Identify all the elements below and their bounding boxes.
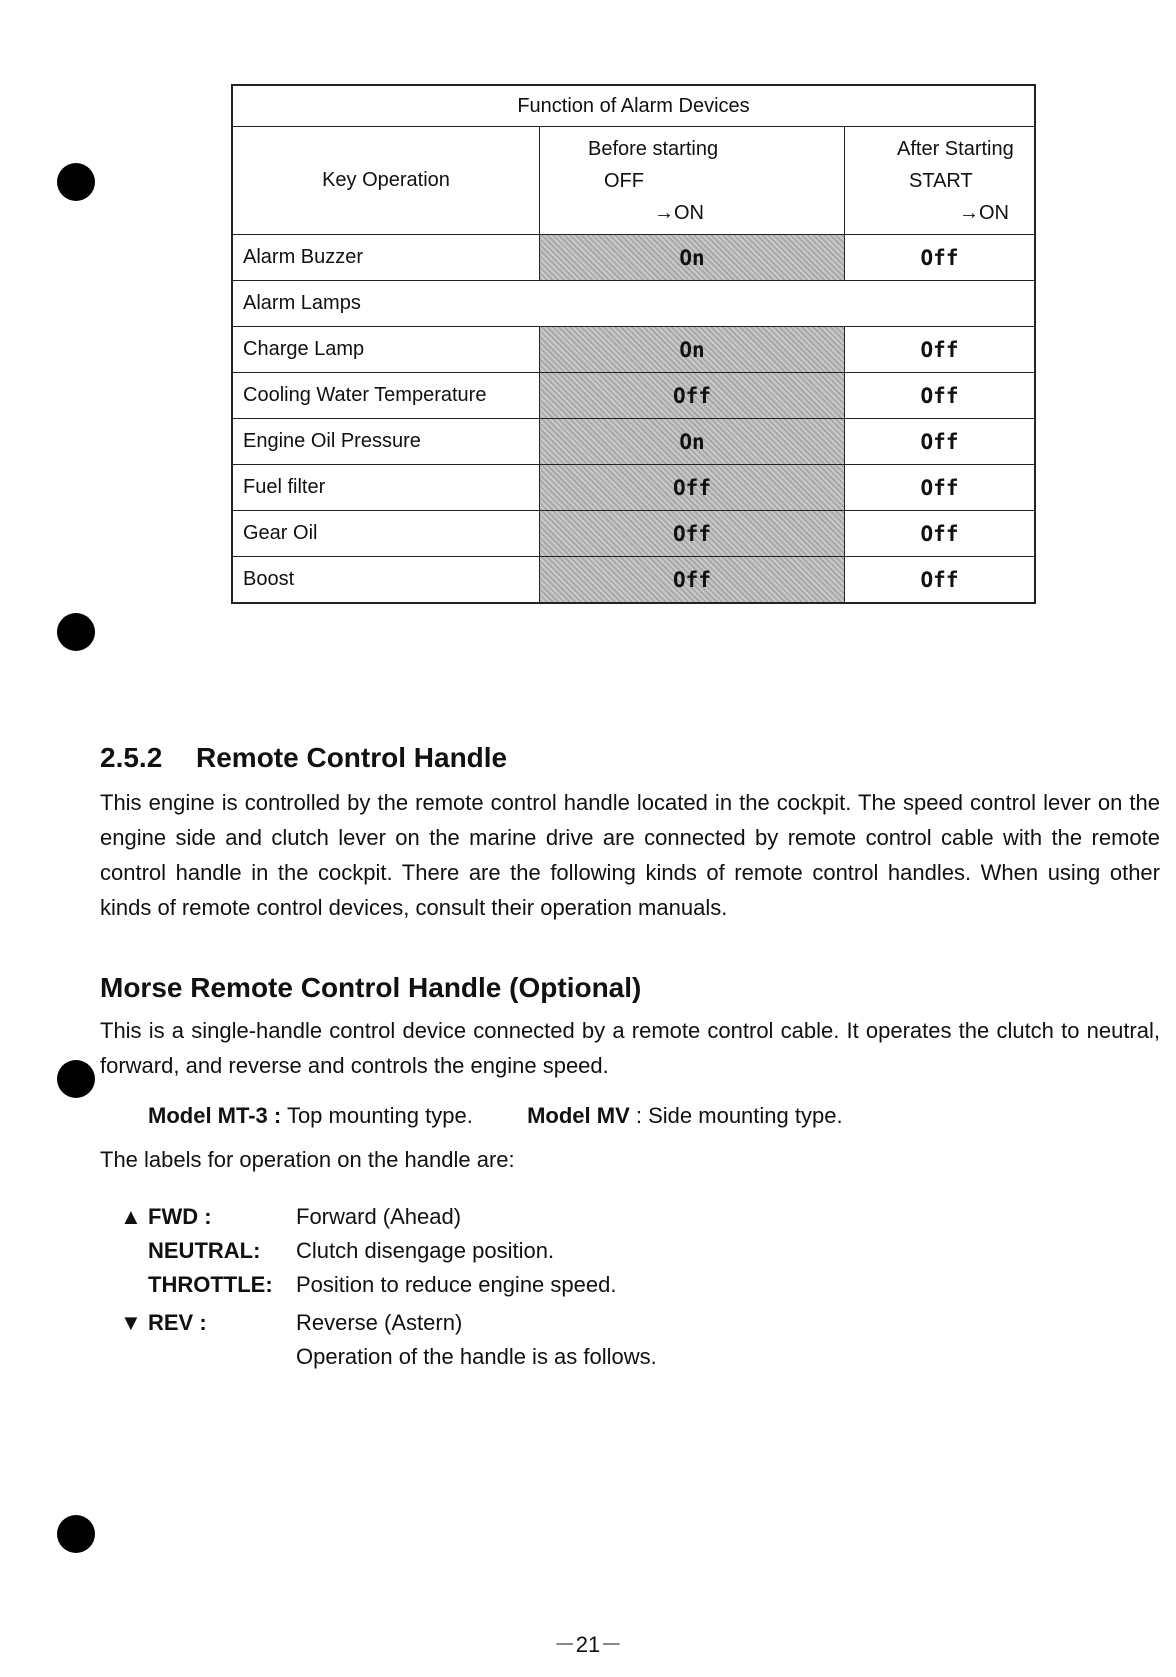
section-heading [100, 742, 507, 774]
row-before-value: On [540, 419, 845, 465]
op-key [120, 1340, 296, 1374]
header-after-line3: →ON [959, 201, 1009, 224]
row-label: Cooling Water Temperature [232, 373, 540, 419]
model-line [148, 1103, 843, 1129]
row-after-value: Off [845, 465, 1036, 511]
row-after-value: Off [845, 235, 1036, 281]
model2-desc: : Side mounting type. [635, 1103, 843, 1128]
row-before-value: Off [540, 465, 845, 511]
op-desc: Reverse (Astern) [296, 1310, 463, 1335]
row-label: Fuel filter [232, 465, 540, 511]
table-row [232, 557, 1035, 604]
table-row [232, 511, 1035, 557]
op-key-text: FWD : [148, 1204, 212, 1229]
model1-desc: Top mounting type. [286, 1103, 473, 1128]
row-before-value: Off [540, 557, 845, 604]
row-before-value: On [540, 327, 845, 373]
op-key-text: NEUTRAL: [148, 1238, 261, 1263]
op-desc: Forward (Ahead) [296, 1204, 462, 1229]
table-row [232, 465, 1035, 511]
section-body: This engine is controlled by the remote control handle located in the cockpit. The speed control lever on the engine side and clutch lever on the marine drive are connected by remote control cable with the remote control handle in the cockpit. There are the following kinds of remote control handles. When using other kinds of remote control devices, consult their operation manuals. [100, 790, 1160, 920]
model1-label: Model MT-3 : [148, 1103, 282, 1128]
header-before-starting [540, 127, 845, 235]
table-caption: Function of Alarm Devices [232, 85, 1035, 127]
op-key [120, 1306, 296, 1340]
section-title: Remote Control Handle [196, 742, 508, 773]
header-after-line2: START [909, 169, 973, 192]
triangle-down-icon: ▼ [120, 1310, 142, 1335]
op-key [120, 1268, 296, 1302]
section-number: 2.5.2 [100, 742, 163, 773]
op-desc: Clutch disengage position. [296, 1238, 555, 1263]
header-after-line1: After Starting [897, 137, 1014, 160]
alarm-devices-table [231, 84, 1036, 604]
header-key-operation: Key Operation [232, 127, 540, 235]
op-key-text: THROTTLE: [148, 1272, 273, 1297]
page-number: －21－ [553, 1632, 623, 1657]
row-before-value: Off [540, 511, 845, 557]
row-label: Charge Lamp [232, 327, 540, 373]
punch-hole-2 [57, 613, 95, 651]
punch-hole-3 [57, 1060, 95, 1098]
op-desc: Operation of the handle is as follows. [296, 1344, 657, 1369]
row-after-value: Off [845, 373, 1036, 419]
op-key [120, 1200, 296, 1234]
punch-hole-4 [57, 1515, 95, 1553]
row-before-value: On [540, 235, 845, 281]
row-label: Engine Oil Pressure [232, 419, 540, 465]
header-before-line3: →ON [654, 201, 704, 224]
table-row-group [232, 281, 1035, 327]
row-group-label: Alarm Lamps [232, 281, 1035, 327]
subsection-body: This is a single-handle control device connected by a remote control cable. It operates the clutch to neutral, forward, and reverse and controls the engine speed. [100, 1018, 1160, 1078]
table-row [232, 235, 1035, 281]
row-after-value: Off [845, 419, 1036, 465]
table-row [232, 327, 1035, 373]
subsection-title: Morse Remote Control Handle (Optional) [100, 972, 642, 1003]
row-before-value: Off [540, 373, 845, 419]
model2-label: Model MV [527, 1103, 630, 1128]
table-row [232, 373, 1035, 419]
op-desc: Position to reduce engine speed. [296, 1272, 617, 1297]
table-row [232, 419, 1035, 465]
op-key [120, 1234, 296, 1268]
row-label: Gear Oil [232, 511, 540, 557]
row-label: Alarm Buzzer [232, 235, 540, 281]
row-after-value: Off [845, 511, 1036, 557]
header-after-starting [845, 127, 1036, 235]
punch-hole-1 [57, 163, 95, 201]
row-after-value: Off [845, 557, 1036, 604]
triangle-up-icon: ▲ [120, 1204, 142, 1229]
op-key-text: REV : [148, 1310, 207, 1335]
header-before-line2: OFF [604, 169, 644, 192]
row-after-value: Off [845, 327, 1036, 373]
header-before-line1: Before starting [588, 137, 719, 160]
labels-intro: The labels for operation on the handle are: [100, 1147, 515, 1172]
row-label: Boost [232, 557, 540, 604]
